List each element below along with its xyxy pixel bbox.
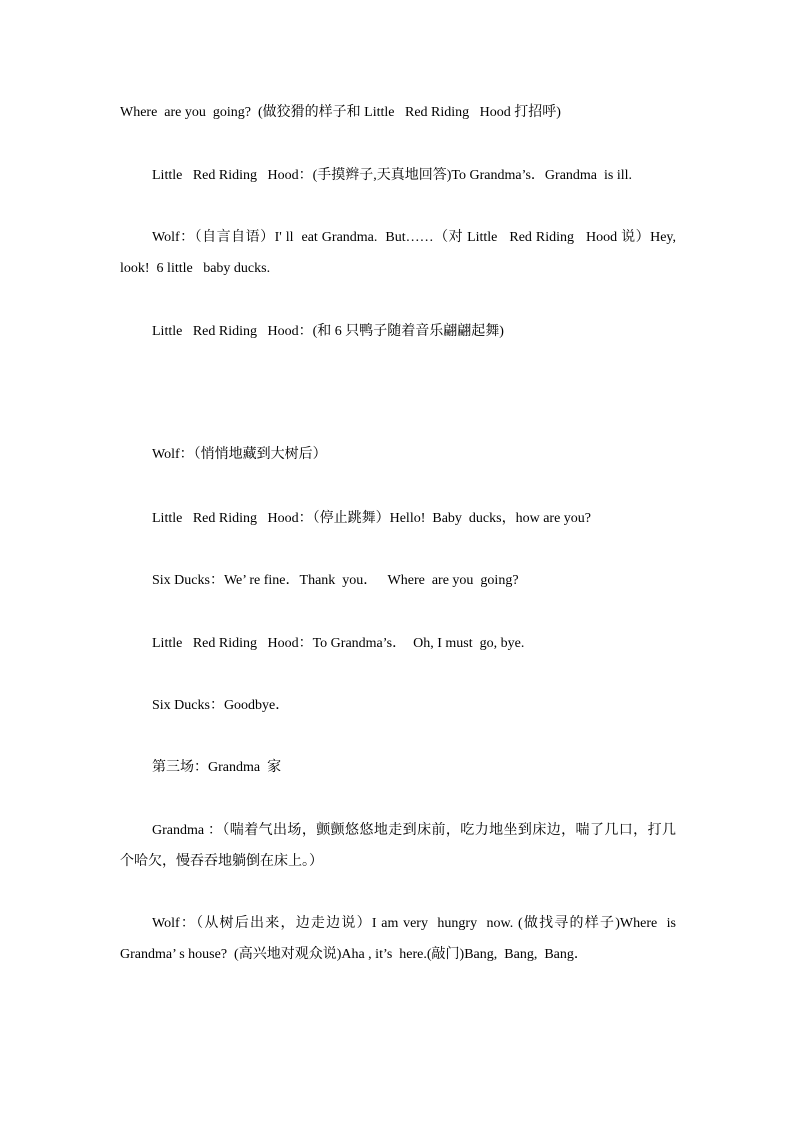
paragraph-red-riding-hood-dance: Little Red Riding Hood：(和 6 只鸭子随着音乐翩翩起舞) xyxy=(152,324,504,339)
paragraph-six-ducks-reply: Six Ducks：We’ re fine．Thank you． Where are you going? xyxy=(152,573,519,588)
paragraph-wolf-aside: Wolf：（自言自语）I' ll eat Grandma. But……（对 Little Red Riding Hood 说）Hey, look! 6 little baby ducks. xyxy=(120,230,680,276)
paragraph-red-riding-hood-hello: Little Red Riding Hood：（停止跳舞）Hello! Baby ducks，how are you? xyxy=(152,511,591,526)
paragraph-wolf-hides: Wolf：（悄悄地藏到大树后） xyxy=(152,447,327,462)
scene-heading: 第三场：Grandma 家 xyxy=(152,760,282,775)
paragraph-wolf-knocks: Wolf：（从树后出来，边走边说）I am very hungry now. (做找寻的样子)Where is Grandma’ s house? (高兴地对观众说)Aha , it’s here.(敲门)Bang, Bang, Bang． xyxy=(120,916,680,962)
paragraph-six-ducks-goodbye: Six Ducks：Goodbye． xyxy=(152,698,290,713)
paragraph-red-riding-hood-reply: Little Red Riding Hood：(手摸辫子,天真地回答)To Grandma’s．Grandma is ill. xyxy=(152,168,633,183)
paragraph-wolf-greeting: Where are you going? (做狡猾的样子和 Little Red Riding Hood 打招呼) xyxy=(120,105,561,120)
paragraph-red-riding-hood-bye: Little Red Riding Hood：To Grandma’s． Oh, I must go, bye. xyxy=(152,636,525,651)
paragraph-grandma-enters: Grandma ：（喘着气出场，颤颤悠悠地走到床前，吃力地坐到床边，喘了几口，打几个哈欠，慢吞吞地躺倒在床上。） xyxy=(120,823,676,869)
